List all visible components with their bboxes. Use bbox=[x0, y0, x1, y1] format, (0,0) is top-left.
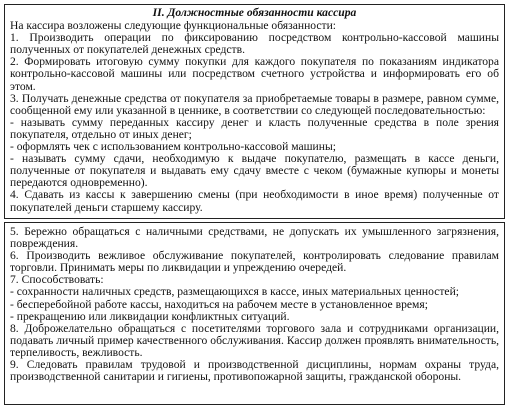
list-item-duty-7a: - сохранности наличных средств, размещающихся в кассе, иных материальных ценностей; bbox=[10, 285, 459, 299]
list-item-duty-3c: - называть сумму сдачи, необходимую к выдаче покупателю, размещать в кассе деньги, полученные от покупателя и выдавать ему сдачу вместе с чеком (бумажные купюры и монеты передаются одновременно). bbox=[10, 152, 499, 190]
paragraph-duty-9: 9. Следовать правилам трудовой и производственной дисциплины, нормам охраны труда, производственной санитарии и гигиены, противопожарной защиты, гражданской обороны. bbox=[10, 358, 499, 384]
paragraph-duty-2: 2. Формировать итоговую сумму покупки для каждого покупателя по показаниям индикатора контрольно-кассовой машины или посредством счетного устройства и информировать его об этом. bbox=[10, 55, 499, 93]
paragraph-duty-7: 7. Способствовать: bbox=[10, 273, 104, 287]
list-item-duty-3a: - называть сумму переданных кассиру денег и класть полученные средства в поле зрения покупателя, отдельно от иных денег; bbox=[10, 115, 499, 141]
paragraph-duty-5: 5. Бережно обращаться с наличными средствами, не допускать их умышленного загрязнения, повреждения. bbox=[10, 225, 499, 251]
section-title: II. Должностные обязанности кассира bbox=[152, 6, 357, 19]
list-item-duty-7b: - бесперебойной работе кассы, находиться на рабочем месте в установленное время; bbox=[10, 297, 428, 311]
paragraph-duty-8: 8. Доброжелательно обращаться с посетителями торгового зала и сотрудниками организации, подавать личный пример качественного обслуживания. Кассир должен проявлять внимательность, терпеливость, вежливость. bbox=[10, 321, 499, 359]
list-item-duty-7c: - прекращению или ликвидации конфликтных ситуаций. bbox=[10, 309, 290, 323]
paragraph-duty-1: 1. Производить операции по фиксированию посредством контрольно-кассовой машины полученных от покупателей денежных средств. bbox=[10, 31, 499, 57]
paragraph-duty-3: 3. Получать денежные средства от покупателя за приобретаемые товары в размере, равном сумме, сообщенной ему или указанной в ценнике, в соответствии со следующей последовательностью: bbox=[10, 91, 499, 117]
paragraph-duty-4: 4. Сдавать из кассы к завершению смены (при необходимости в иное время) полученные от покупателей деньги старшему кассиру. bbox=[10, 188, 499, 214]
duties-block-2 bbox=[4, 222, 505, 405]
paragraph-intro: На кассира возложены следующие функциональные обязанности: bbox=[10, 19, 337, 33]
duties-block-1 bbox=[4, 4, 505, 219]
paragraph-duty-6: 6. Производить вежливое обслуживание покупателей, контролировать следование правилам торговли. Принимать меры по ликвидации и упреждению очередей. bbox=[10, 249, 499, 275]
list-item-duty-3b: - оформлять чек с использованием контрольно-кассовой машины; bbox=[10, 140, 336, 154]
